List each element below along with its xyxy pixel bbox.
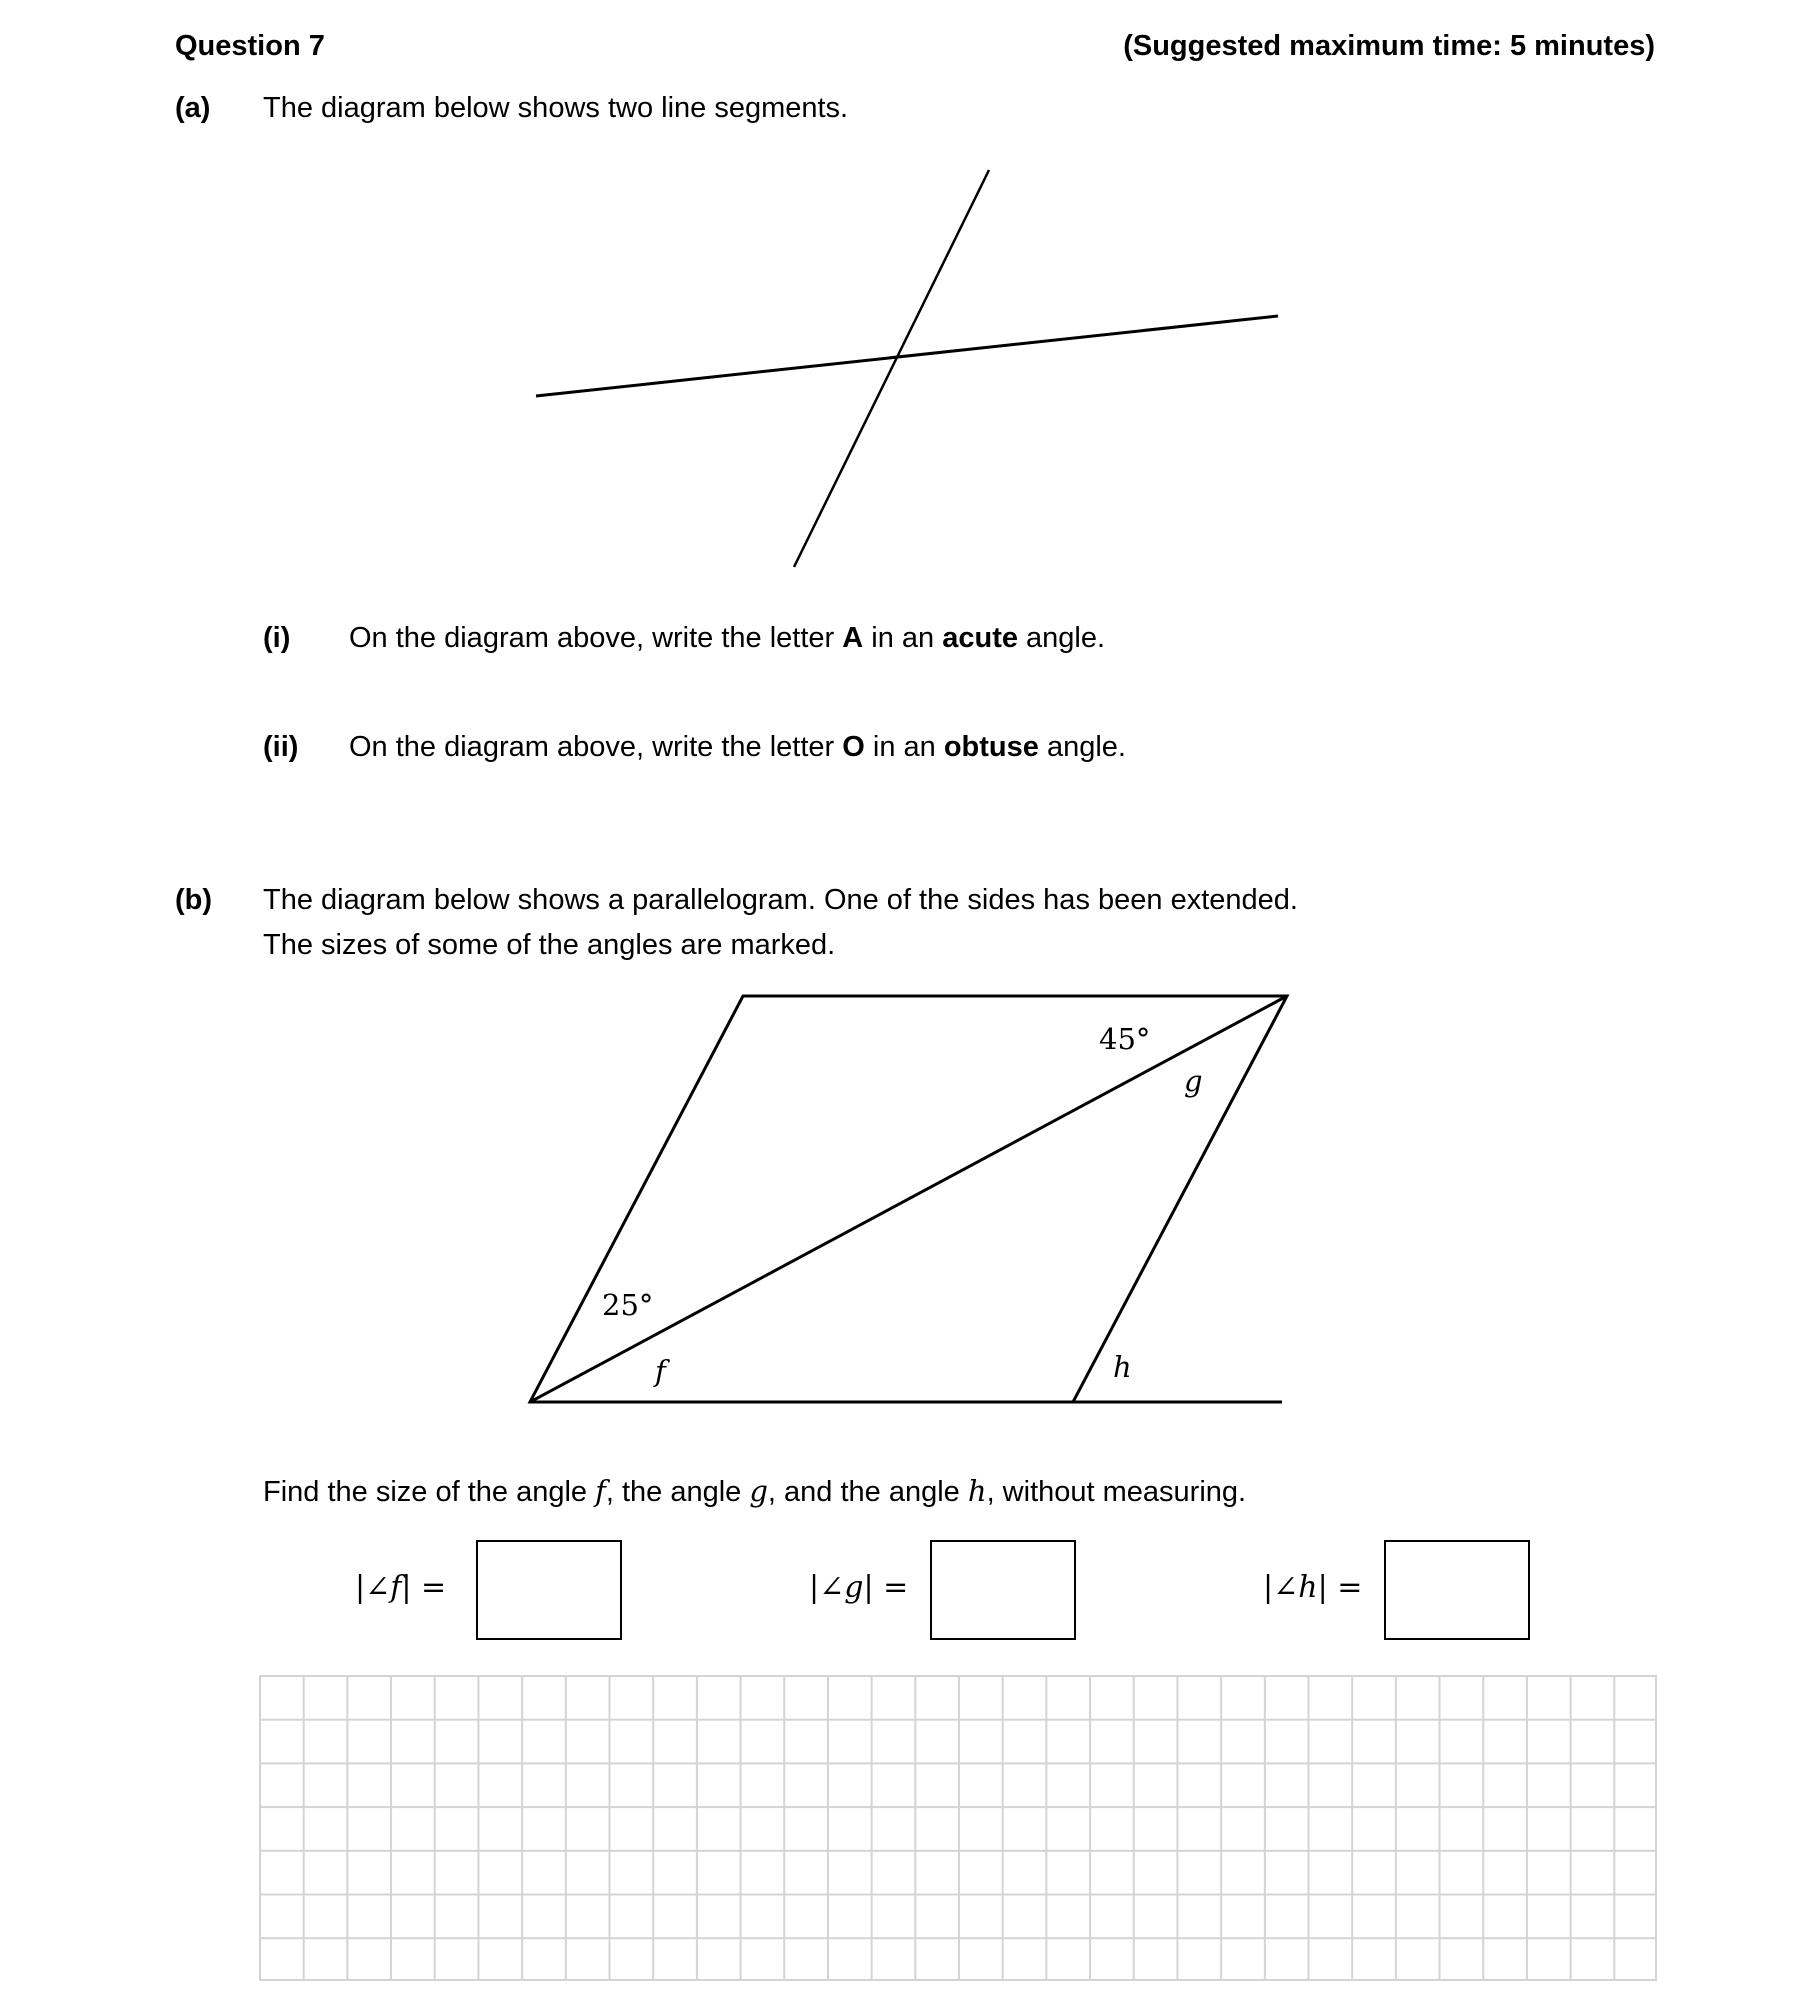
answer-g-suffix: | =	[863, 1570, 909, 1605]
answer-h-suffix: | =	[1317, 1570, 1363, 1605]
subpart-ii-keyword: obtuse	[943, 731, 1039, 763]
answer-box-h[interactable]	[1384, 1540, 1530, 1640]
angle-label-45: 45°	[1099, 1022, 1151, 1056]
angle-label-h: h	[1113, 1350, 1132, 1384]
instruction-text-4: , without measuring.	[986, 1476, 1247, 1508]
part-a-label: (a)	[175, 92, 211, 124]
instruction-text-1: Find the size of the angle	[263, 1476, 596, 1508]
angle-label-g: g	[1184, 1064, 1203, 1098]
subpart-i-text-middle: in an	[863, 622, 943, 654]
subpart-ii-text-before: On the diagram above, write the letter	[349, 731, 843, 763]
part-b-prompt-line2: The sizes of some of the angles are marked.	[263, 929, 836, 961]
subpart-i-keyword: acute	[942, 622, 1018, 654]
answer-f-prefix: |∠	[355, 1570, 391, 1605]
answer-label-f	[355, 1570, 446, 1605]
instruction-var-h: h	[967, 1474, 987, 1508]
answer-label-h	[1263, 1570, 1362, 1605]
instruction-var-g: g	[749, 1474, 768, 1508]
instruction-text-2: , the angle	[605, 1476, 750, 1508]
answer-h-prefix: |∠	[1263, 1570, 1299, 1605]
subpart-ii-text-middle: in an	[864, 731, 944, 763]
answer-f-suffix: | =	[401, 1570, 447, 1605]
instruction-text-3: , and the angle	[767, 1476, 968, 1508]
subpart-i-label: (i)	[263, 622, 291, 654]
subpart-ii-label: (ii)	[263, 731, 299, 763]
answer-g-prefix: |∠	[809, 1570, 845, 1605]
subpart-i-letter: A	[842, 622, 864, 654]
answer-g-var: g	[844, 1570, 864, 1605]
part-a-prompt: The diagram below shows two line segments.	[263, 92, 849, 124]
subpart-i-text-after: angle.	[1017, 622, 1106, 654]
answer-h-var: h	[1298, 1570, 1318, 1605]
subpart-ii-letter: O	[842, 731, 865, 763]
workspace-grid[interactable]	[259, 1675, 1657, 1981]
answer-label-g	[809, 1570, 908, 1605]
subpart-i-text-before: On the diagram above, write the letter	[349, 622, 843, 654]
answer-box-g[interactable]	[930, 1540, 1076, 1640]
suggested-time: (Suggested maximum time: 5 minutes)	[1123, 30, 1655, 62]
subpart-ii-text-after: angle.	[1038, 731, 1126, 763]
part-b-label: (b)	[175, 884, 213, 916]
instruction-var-f: f	[595, 1474, 606, 1508]
diagonal	[530, 996, 1287, 1402]
part-b-prompt-line1: The diagram below shows a parallelogram. One of the sides has been extended.	[263, 884, 1298, 916]
question-title: Question 7	[175, 30, 325, 62]
answer-f-var: f	[390, 1570, 402, 1605]
angle-label-f: f	[655, 1354, 666, 1388]
find-angles-instruction	[263, 1474, 1246, 1509]
angle-label-25: 25°	[602, 1288, 654, 1322]
answer-box-f[interactable]	[476, 1540, 622, 1640]
